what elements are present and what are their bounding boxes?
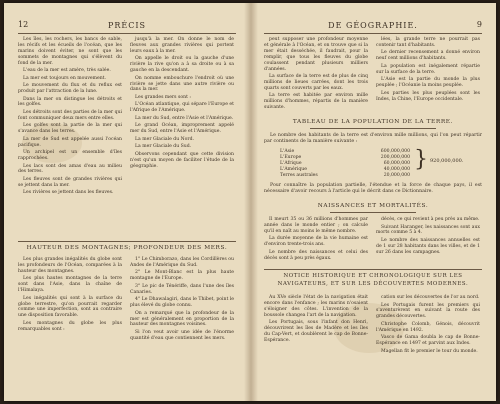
paragraph: L'Océan atlantique, qui sépare l'Europe et l'Afrique de l'Amérique. [130,102,234,114]
paragraph: Les plus grandes inégalités du globe sont les profondeurs de l'Océan, comparées à la hauteur des montagnes. [18,257,122,274]
population-total: 920,000,000. [430,158,464,164]
paragraph: L'Asie est la partie du monde la plus peuplée ; l'Océanie la moins peuplée. [376,77,480,89]
region-label: L'Amérique [280,167,307,172]
paragraph: Le grand Océan, improprement appelé mer du Sud, entre l'Asie et l'Amérique. [130,123,234,135]
paragraph: Il meurt 35 ou 36 millions d'hommes par année dans le monde entier ; on calcule qu'il en naît au moins le même nombre. [264,217,368,234]
paragraph: Les fleuves sont de grandes rivières qui se jettent dans la mer. [18,176,122,188]
paragraph: cation sur les découvertes de l'or au nord. [381,295,480,300]
paragraph: La mer est toujours en mouvement. [23,75,106,81]
history-column-1 [264,295,368,345]
region-label: L'Asie [280,149,295,154]
paragraph: L'eau de la mer est amère, très salée. [23,68,111,74]
births-column-1 [264,217,368,263]
left-column-4 [130,257,234,343]
left-page-number: 12 [18,20,29,29]
paragraph: La mer Glaciale du Nord. [135,136,195,142]
right-page-number: 9 [476,20,482,29]
paragraph: Les Portugais, sous l'infant don Henri, découvrirent les îles de Madère et les îles du Cap-Vert, et doublèrent le cap de Bonne-Espérance. [264,320,368,343]
paragraph: 3° Le pic de Ténériffe, dans l'une des îles Canaries. [130,283,234,295]
history-column-2 [376,295,480,356]
paragraph: Les détroits sont des parties de la mer qui font communiquer deux mers entre elles. [18,109,122,121]
paragraph: 2° Le Mont-Blanc est la plus haute montagne de l'Europe. [130,270,234,282]
population-table [280,149,410,179]
population-row [280,173,410,179]
section-rule [264,269,482,270]
paragraph: 4° Le Dhawalagiri, dans le Thibet, point le plus élevé du globe connu. [130,297,234,309]
paragraph: Les Portugais furent les premiers qui s'aventurèrent en suivant la route des grandes découvertes. [376,302,480,320]
paragraph: Dans la mer on distingue les détroits et les golfes. [18,96,122,108]
paragraph: La mer du Sud, entre l'Asie et l'Amérique. [135,115,234,121]
paragraph: Les grandes mers sont : [135,94,191,100]
section-rule [310,128,436,129]
births-column-2 [376,217,480,257]
header-rule [264,33,482,34]
region-value: 200,000,000 [380,155,410,160]
right-column-2 [376,37,480,104]
paragraph: Christophe Colomb, Génois, découvrit l'Amérique en 1492. [376,321,480,333]
region-value: 40,000,000 [383,167,410,172]
paragraph: La durée moyenne de la vie humaine est d'environ trente-trois ans. [264,236,368,248]
paragraph: décès, ce qui revient à peu près au même. [381,217,480,222]
paragraph: 1° Le Chimborazo, dans les Cordillères ou Andes de l'Amérique du Sud. [130,257,234,268]
paragraph: Le nombre des habitants de la terre est d'environ mille millions, qui l'on peut répartir par continents de la manière suivante : [264,133,482,144]
paragraph: Suivant Haranger, les naissances sont aux morts comme 5 à 4. [376,224,480,236]
population-intro [264,133,482,147]
paragraph: Les inégalités qui sont à la surface du globe terrestre, qu'on pourrait regarder comme une imperfection, sont au contraire une disposition favorable. [18,295,122,319]
right-page-header: DE GÉOGRAPHIE. [328,21,418,30]
header-rule [18,33,236,34]
book-gutter [244,3,258,401]
region-value: 20,000,000 [383,173,410,178]
paragraph: La mer Glaciale du Sud. [135,144,192,150]
left-column-2 [130,37,234,171]
paragraph: Au XVe siècle l'état de la navigation était encore dans l'enfance ; les marins n'osaient s'éloigner des côtes. L'invention de la boussole changea l'art de la navigation. [264,295,368,318]
paragraph: La population est inégalement répartie sur la surface de la terre. [376,63,480,75]
book-spread [4,3,496,401]
paragraph: Observons cependant que cette division n'est qu'un moyen de faciliter l'étude de la géographie. [130,151,234,169]
section-title-births: NAISSANCES ET MORTALITÉS. [317,203,429,209]
region-value: 600,000,000 [380,149,410,154]
region-label: L'Afrique [280,161,302,166]
paragraph: Les lacs sont des amas d'eau au milieu des terres. [18,163,122,175]
population-note [264,183,482,197]
paragraph: Pour connaître la population partielle, l'étendue et la force de chaque pays, il est nécessaire d'avoir recours à l'article qui le décrit dans ce Dictionnaire. [264,183,482,194]
paragraph: On appelle le droit ou la gauche d'une rivière la rive qu'on a à sa droite ou à sa gauche en la descendant. [130,56,234,74]
region-label: Terres australes [280,173,318,178]
paragraph: Les montagnes du globe les plus remarquables sont : [18,320,122,332]
right-page [250,3,496,401]
region-label: L'Europe [280,155,302,160]
left-page [4,3,250,401]
paragraph: Le dernier recensement a donné environ neuf cent millions d'habitants. [376,50,480,62]
paragraph: On a remarqué que la profondeur de la mer est généralement en proportion de la hauteur des montagnes voisines. [130,310,234,328]
paragraph: Les golfes sont la partie de la mer qui s'avance dans les terres. [18,123,122,135]
left-column-3 [18,257,122,334]
section-rule [18,241,236,242]
section-rule [330,212,416,213]
paragraph: Le mouvement du flux et du reflux est produit par l'attraction de la lune. [18,83,122,95]
section-title-history: NOTICE HISTORIQUE ET CHRONOLOGIQUE SUR LES NAVIGATEURS, ET SUR LES DÉCOUVERTES MODERNES. [277,273,469,287]
paragraph: Le nombre des naissances annuelles est de 1 sur 28 habitants dans les villes, et de 1 sur 26 dans les campagnes. [376,237,480,255]
paragraph: Le nombre des naissances et celui des décès sont à peu près égaux. [264,249,368,261]
paragraph: Les îles, les rochers, les bancs de sable, les récifs et les écueils de l'océan, que les marins doivent éviter, ne sont que les sommets de montagnes qui s'élèvent du fond de la mer. [18,37,122,66]
paragraph: Les rivières se jettent dans les fleuves. [23,190,114,196]
region-value: 60,000,000 [383,161,410,166]
curly-brace-icon: } [414,147,428,172]
paragraph: La surface de la terre est de plus de cinq millions de lieues carrées, dont les trois quarts sont couverts par les eaux. [264,74,368,91]
paragraph: La mer de Sud est appelée aussi l'océan pacifique. [18,136,122,148]
paragraph: Les parties les plus peuplées sont les Indes, la Chine, l'Europe occidentale. [376,90,480,102]
left-page-header: PRÉCIS [107,21,146,30]
paragraph: jusqu'à la mer. On donne le nom de fleuves aux grandes rivières qui portent leurs eaux à la mer. [130,37,234,54]
paragraph: peut supposer une profondeur moyenne et générale à l'Océan, et on trouve que si la mer était desséchée, il faudrait, pour la remplir, que tous les fleuves du globe coulassent pendant plusieurs milliers d'années. [264,37,368,72]
paragraph: Magellan fit le premier le tour du monde. [381,348,478,354]
paragraph: La terre est habitée par environ mille millions d'hommes, répartis de la manière suivante. [264,93,368,111]
left-column-1 [18,37,122,198]
paragraph: Si l'on veut avoir une idée de l'énorme quantité d'eau que contiennent les mers. [130,329,234,341]
paragraph: Un archipel est un ensemble d'îles rapprochées. [18,150,122,162]
paragraph: lées, la grande terre ne pourrait pas contenir tant d'habitants. [376,37,480,48]
paragraph: On nomme embouchure l'endroit où une rivière se jette dans une autre rivière ou dans la mer. [130,75,234,93]
paragraph: Vasco de Gama doubla le cap de Bonne-Espérance en 1497 et parvint aux Indes. [376,335,480,347]
paragraph: Les plus hautes montagnes de la terre sont dans l'Asie, dans la chaîne de l'Himalaya. [18,276,122,294]
right-column-1 [264,37,368,113]
section-title-population: TABLEAU DE LA POPULATION DE LA TERRE. [292,119,454,125]
section-title-mountains: HAUTEUR DES MONTAGNES; PROFONDEUR DES MERS. [26,245,228,251]
